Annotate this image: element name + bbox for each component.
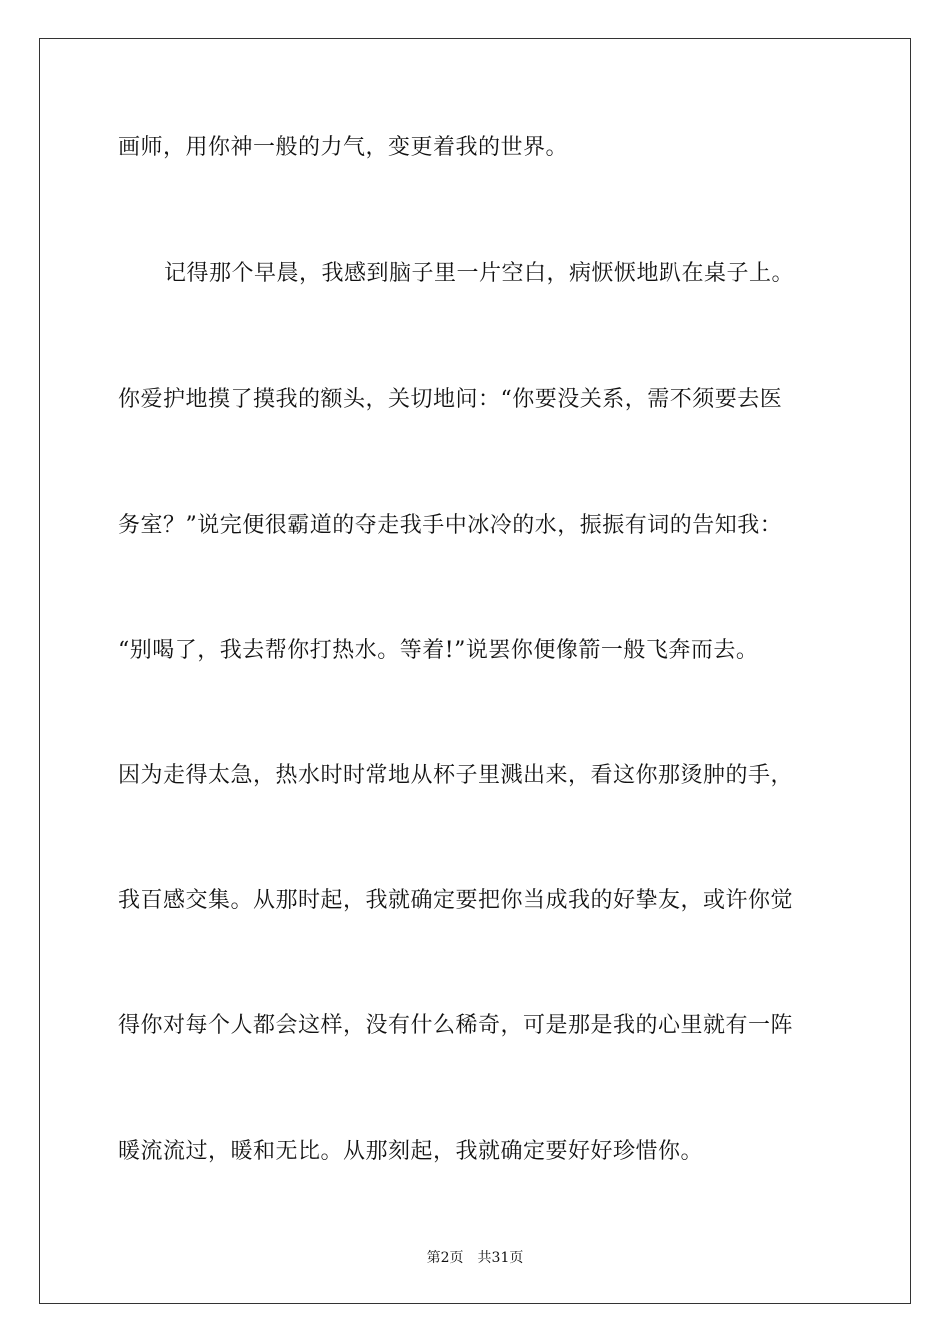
text-line: “别喝了，我去帮你打热水。等着!”说罢你便像箭一般飞奔而去。 xyxy=(118,638,759,663)
total-pages: 共31页 xyxy=(477,1250,524,1266)
text-line: 我百感交集。从那时起，我就确定要把你当成我的好挚友，或许你觉 xyxy=(118,888,794,913)
page-number: 第2页 xyxy=(426,1250,464,1266)
text-line: 务室？”说完便很霸道的夺走我手中冰冷的水，振振有词的告知我： xyxy=(118,513,783,538)
page-footer xyxy=(0,1249,950,1267)
text-line: 你爱护地摸了摸我的额头，关切地问：“你要没关系，需不须要去医 xyxy=(118,387,783,412)
paragraph-start-line: 记得那个早晨，我感到脑子里一片空白，病恹恹地趴在桌子上。 xyxy=(164,261,795,286)
text-line: 得你对每个人都会这样，没有什么稀奇，可是那是我的心里就有一阵 xyxy=(118,1013,794,1038)
text-line: 暖流流过，暖和无比。从那刻起，我就确定要好好珍惜你。 xyxy=(118,1139,704,1164)
page-border xyxy=(39,38,911,1304)
text-line: 因为走得太急，热水时时常地从杯子里溅出来，看这你那烫肿的手， xyxy=(118,763,794,788)
text-line: 画师，用你神一般的力气，变更着我的世界。 xyxy=(118,135,569,160)
